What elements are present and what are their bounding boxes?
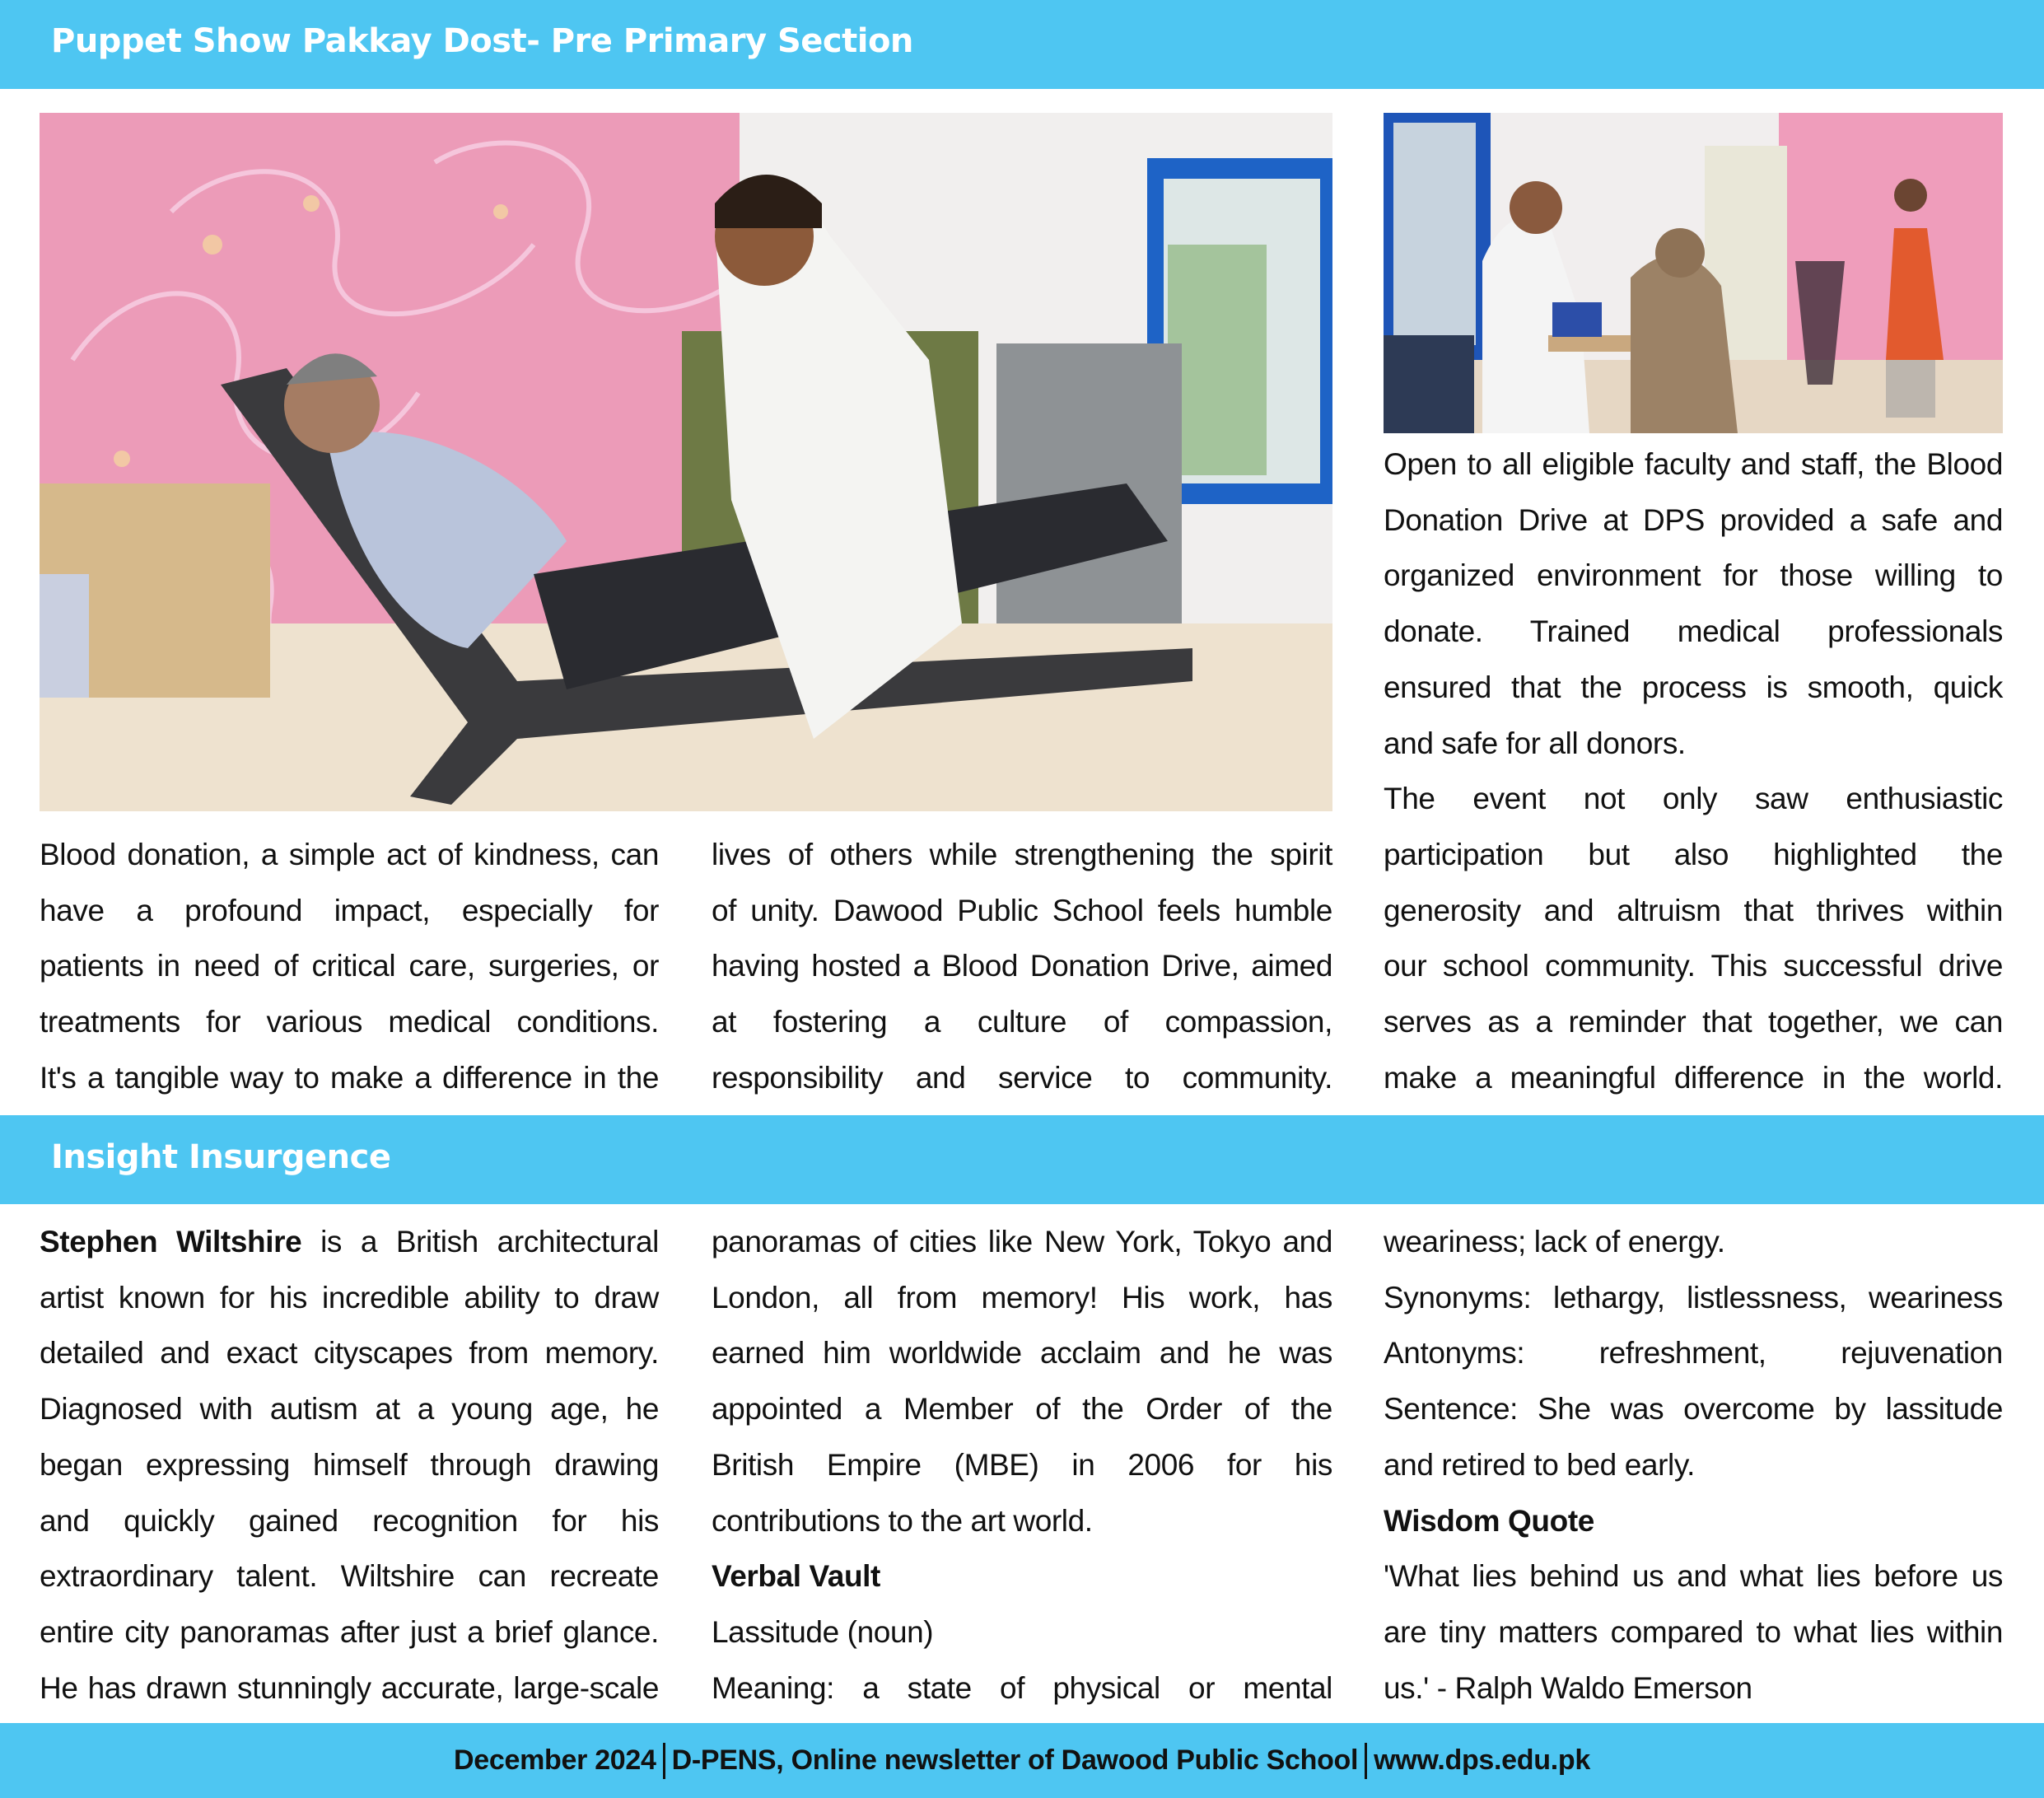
blood-pressure-check-photo bbox=[1384, 113, 2003, 433]
text-line: British Empire (MBE) in 2006 for his bbox=[712, 1447, 1332, 1482]
text-line: began expressing himself through drawing bbox=[40, 1447, 659, 1482]
text-line: The event not only saw enthusiastic bbox=[1384, 782, 2003, 816]
footer-divider bbox=[1365, 1743, 1367, 1779]
vocab-word: Lassitude (noun) bbox=[712, 1614, 934, 1649]
text-line: detailed and exact cityscapes from memory. bbox=[40, 1336, 659, 1371]
blood-donation-text-col3 bbox=[1384, 437, 2003, 1105]
text-line: extraordinary talent. Wiltshire can recreate bbox=[40, 1559, 659, 1594]
insight-text-col3 bbox=[1384, 1214, 2003, 1716]
text-line: London, all from memory! His work, has bbox=[712, 1280, 1332, 1315]
text-line: He has drawn stunningly accurate, large-scale bbox=[40, 1670, 659, 1705]
antonyms-line: Antonyms: refreshment, rejuvenation bbox=[1384, 1336, 2003, 1371]
text-line: appointed a Member of the Order of the bbox=[712, 1392, 1332, 1427]
text-line: have a profound impact, especially for bbox=[40, 893, 659, 927]
blood-donation-photo bbox=[40, 113, 1332, 811]
text-line: earned him worldwide acclaim and he was bbox=[712, 1336, 1332, 1371]
blood-donation-photo-illustration bbox=[40, 113, 1332, 811]
footer-bar bbox=[0, 1723, 2044, 1798]
text-line: entire city panoramas after just a brief glance. bbox=[40, 1614, 659, 1649]
text-line: weariness; lack of energy. bbox=[1384, 1225, 1725, 1259]
text-line: our school community. This successful drive bbox=[1384, 949, 2003, 983]
text-line: donate. Trained medical professionals bbox=[1384, 614, 2003, 649]
text-line bbox=[40, 1214, 659, 1270]
quote-line: are tiny matters compared to what lies within bbox=[1384, 1614, 2003, 1649]
blood-pressure-check-photo-illustration bbox=[1384, 113, 2003, 433]
text-line: lives of others while strengthening the spirit bbox=[712, 838, 1332, 871]
heading-text: Wisdom Quote bbox=[1384, 1503, 1594, 1538]
sentence-line: Sentence: She was overcome by lassitude bbox=[1384, 1392, 2003, 1427]
quote-line: 'What lies behind us and what lies before us bbox=[1384, 1559, 2003, 1594]
text-line: of unity. Dawood Public School feels humble bbox=[712, 893, 1332, 927]
text-line: serves as a reminder that together, we can bbox=[1384, 1005, 2003, 1039]
insight-text-col2 bbox=[712, 1214, 1332, 1716]
text-line: and safe for all donors. bbox=[1384, 726, 1686, 760]
text-line: artist known for his incredible ability to draw bbox=[40, 1280, 659, 1315]
section-title: Insight Insurgence bbox=[51, 1138, 391, 1176]
blood-donation-text-col1 bbox=[40, 827, 659, 1106]
text-line: treatments for various medical conditions. bbox=[40, 1005, 659, 1039]
text-line: patients in need of critical care, surgeries, or bbox=[40, 949, 659, 983]
insight-text-col1 bbox=[40, 1214, 659, 1716]
text-line: Open to all eligible faculty and staff, the Blood bbox=[1384, 447, 2003, 481]
section-banner-insight-insurgence bbox=[0, 1115, 2044, 1204]
text-line: and retired to bed early. bbox=[1384, 1447, 1696, 1482]
section-banner-puppet-show bbox=[0, 0, 2044, 89]
quote-line: us.' - Ralph Waldo Emerson bbox=[1384, 1670, 1752, 1705]
text-line: organized environment for those willing to bbox=[1384, 558, 2003, 593]
vocab-meaning: Meaning: a state of physical or mental bbox=[712, 1670, 1332, 1705]
text-line: Diagnosed with autism at a young age, he bbox=[40, 1392, 659, 1427]
text-line: generosity and altruism that thrives within bbox=[1384, 893, 2003, 927]
footer-website-link[interactable]: www.dps.edu.pk bbox=[1374, 1744, 1590, 1776]
footer-newsletter-name: D-PENS, Online newsletter of Dawood Public School bbox=[671, 1744, 1359, 1776]
footer-date: December 2024 bbox=[454, 1744, 656, 1776]
text-line: Donation Drive at DPS provided a safe and bbox=[1384, 502, 2003, 537]
text-line: panoramas of cities like New York, Tokyo and bbox=[712, 1225, 1332, 1259]
synonyms-line: Synonyms: lethargy, listlessness, weariness bbox=[1384, 1280, 2003, 1315]
text-line: at fostering a culture of compassion, bbox=[712, 1005, 1332, 1039]
footer-divider bbox=[663, 1743, 665, 1779]
heading-text: Verbal Vault bbox=[712, 1559, 880, 1594]
text-line: contributions to the art world. bbox=[712, 1503, 1093, 1538]
text-line: It's a tangible way to make a difference in the bbox=[40, 1060, 659, 1095]
verbal-vault-heading bbox=[712, 1548, 1332, 1604]
text-line: and quickly gained recognition for his bbox=[40, 1503, 659, 1538]
artist-name: Stephen Wiltshire bbox=[40, 1225, 302, 1259]
text-line: Blood donation, a simple act of kindness, can bbox=[40, 838, 659, 871]
blood-donation-text-col2 bbox=[712, 827, 1332, 1106]
wisdom-quote-heading bbox=[1384, 1493, 2003, 1549]
text-line: participation but also highlighted the bbox=[1384, 837, 2003, 871]
text-line: having hosted a Blood Donation Drive, aimed bbox=[712, 949, 1332, 983]
section-title: Puppet Show Pakkay Dost- Pre Primary Section bbox=[51, 22, 913, 60]
text-line: responsibility and service to community. bbox=[712, 1060, 1332, 1095]
text-fragment: is a British architectural bbox=[301, 1225, 659, 1259]
text-line: ensured that the process is smooth, quick bbox=[1384, 670, 2003, 704]
text-line: make a meaningful difference in the world. bbox=[1384, 1060, 2003, 1095]
